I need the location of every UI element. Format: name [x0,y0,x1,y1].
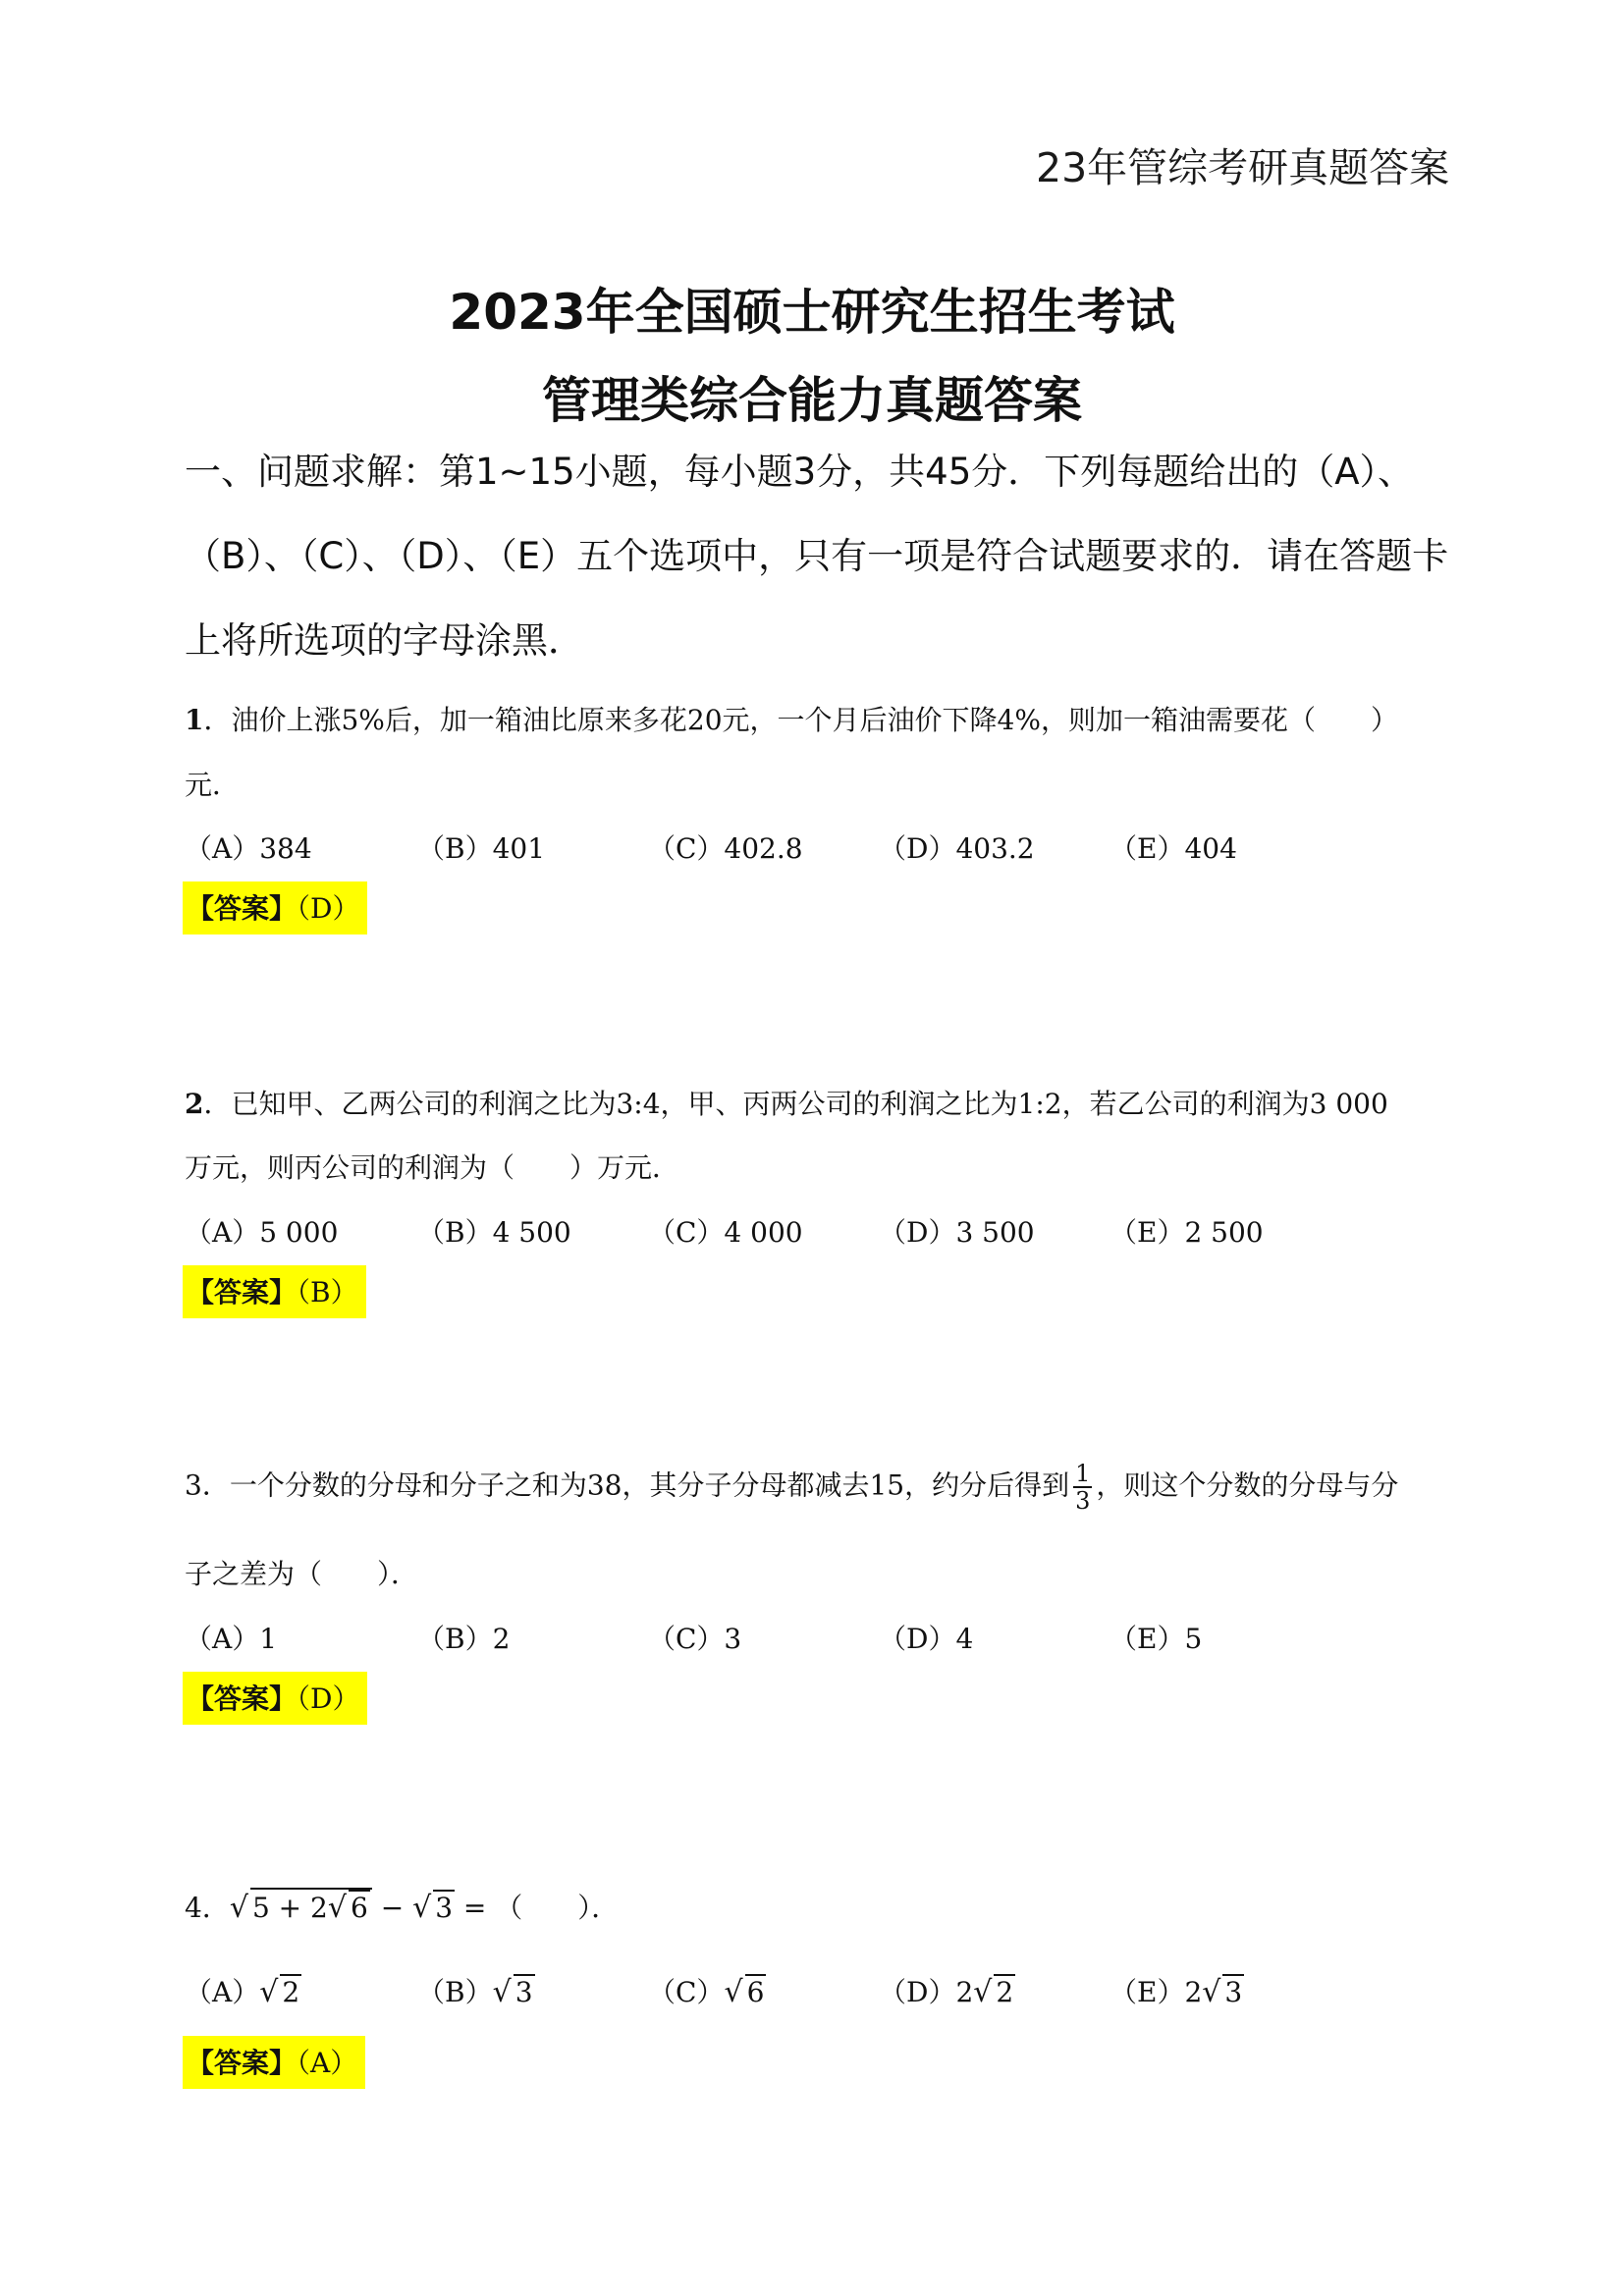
sqrt-symbol: √ [1202,1975,1221,2009]
question-1-line1 [185,699,1398,738]
question-4-option-e [1110,1971,1244,2010]
answer-value: （D） [297,892,360,925]
option-label: （E） [1110,1976,1185,2008]
answer-value: （D） [297,1682,360,1715]
option-radicand: 3 [1224,1976,1243,2008]
page-header: 23年管综考研真题答案 [1036,144,1450,191]
question-number: 4 [185,1892,202,1924]
minus-sign: − [371,1892,413,1924]
question-text: ．已知甲、乙两公司的利润之比为3:4，甲、丙两公司的利润之比为1:2，若乙公司的利润为3 000 [203,1088,1388,1120]
question-1-option-c: （C）402.8 [648,832,803,865]
section-intro: 一、问题求解：第1~15小题，每小题3分，共45分．下列每题给出的（A）、（B）、（C）、（D）、（E）五个选项中，只有一项是符合试题要求的．请在答题卡上将所选项的字母涂黑． [185,451,1449,662]
sqrt-inner: 6 [350,1892,368,1924]
question-3-option-d: （D）4 [879,1623,974,1655]
question-number: 3 [185,1468,202,1502]
option-coefficient: 2 [955,1976,974,2008]
question-3-option-c: （C）3 [648,1623,742,1655]
question-3-answer [183,1672,367,1725]
option-label: （B） [417,1976,493,2008]
question-2-option-a: （A）5 000 [185,1216,339,1249]
sqrt-symbol: √ [724,1975,743,2009]
question-2-option-c: （C）4 000 [648,1216,803,1249]
option-radicand: 2 [282,1976,300,2008]
answer-label: 【答案】 [187,892,298,925]
question-text: ．油价上涨5%后，加一箱油比原来多花20元，一个月后油价下降4%，则加一箱油需要花（ ） [203,704,1398,736]
question-number: 1 [185,704,204,736]
question-3-option-b: （B）2 [417,1623,511,1655]
page-title-line2: 管理类综合能力真题答案 [542,372,1082,429]
question-3-option-a: （A）1 [185,1623,278,1655]
question-1-option-b: （B）401 [417,832,546,865]
option-label: （D） [879,1976,956,2008]
answer-value: （B） [297,1276,358,1308]
answer-value: （A） [297,2047,358,2079]
question-3-option-e: （E）5 [1110,1623,1203,1655]
option-radicand: 6 [746,1976,765,2008]
option-radicand: 3 [514,1976,533,2008]
equals-blank: = （ ）． [455,1892,620,1924]
question-3-line1 [185,1461,1398,1514]
option-coefficient: 2 [1184,1976,1203,2008]
question-4-option-a [185,1971,301,2010]
question-2-line1 [185,1083,1388,1122]
fraction [1073,1461,1092,1514]
question-text-post: ，则这个分数的分母与分 [1096,1468,1399,1502]
question-1-line2: 元． [185,769,241,801]
question-text-pre: ．一个分数的分母和分子之和为38，其分子分母都减去15，约分后得到 [201,1468,1070,1502]
question-1-option-a: （A）384 [185,832,312,865]
question-2-option-e: （E）2 500 [1110,1216,1264,1249]
sqrt-three: 3 [435,1892,454,1924]
sqrt-radicand [250,1888,372,1925]
question-4-option-b [417,1971,535,2010]
page-title-line1: 2023年全国硕士研究生招生考试 [449,284,1175,341]
question-4-option-c [648,1971,766,2010]
answer-label: 【答案】 [187,1682,298,1715]
question-1-option-d: （D）403.2 [879,832,1035,865]
question-4-answer [183,2036,365,2089]
answer-label: 【答案】 [187,2047,298,2079]
sqrt-symbol: √ [973,1975,993,2009]
question-4-option-d [879,1971,1015,2010]
radicand-outer: 5 + 2 [251,1892,328,1924]
question-dot: ． [201,1892,230,1924]
sqrt-symbol: √ [259,1975,279,2009]
question-2-option-d: （D）3 500 [879,1216,1035,1249]
question-2-line2: 万元，则丙公司的利润为（ ）万元． [185,1151,680,1184]
sqrt-symbol: √ [412,1891,432,1925]
option-radicand: 2 [996,1976,1014,2008]
fraction-numerator: 1 [1075,1460,1091,1487]
sqrt-symbol: √ [327,1891,347,1925]
question-4-line1 [185,1887,619,1926]
question-number: 2 [185,1088,204,1120]
question-2-option-b: （B）4 500 [417,1216,571,1249]
fraction-denominator: 3 [1075,1487,1091,1515]
sqrt-symbol: √ [229,1891,248,1925]
sqrt-symbol: √ [492,1975,512,2009]
question-1-option-e: （E）404 [1110,832,1237,865]
question-1-answer [183,881,367,934]
option-label: （C） [648,1976,725,2008]
option-label: （A） [185,1976,260,2008]
question-3-line2: 子之差为（ ）． [185,1558,419,1590]
question-2-answer [183,1265,366,1318]
answer-label: 【答案】 [187,1276,298,1308]
